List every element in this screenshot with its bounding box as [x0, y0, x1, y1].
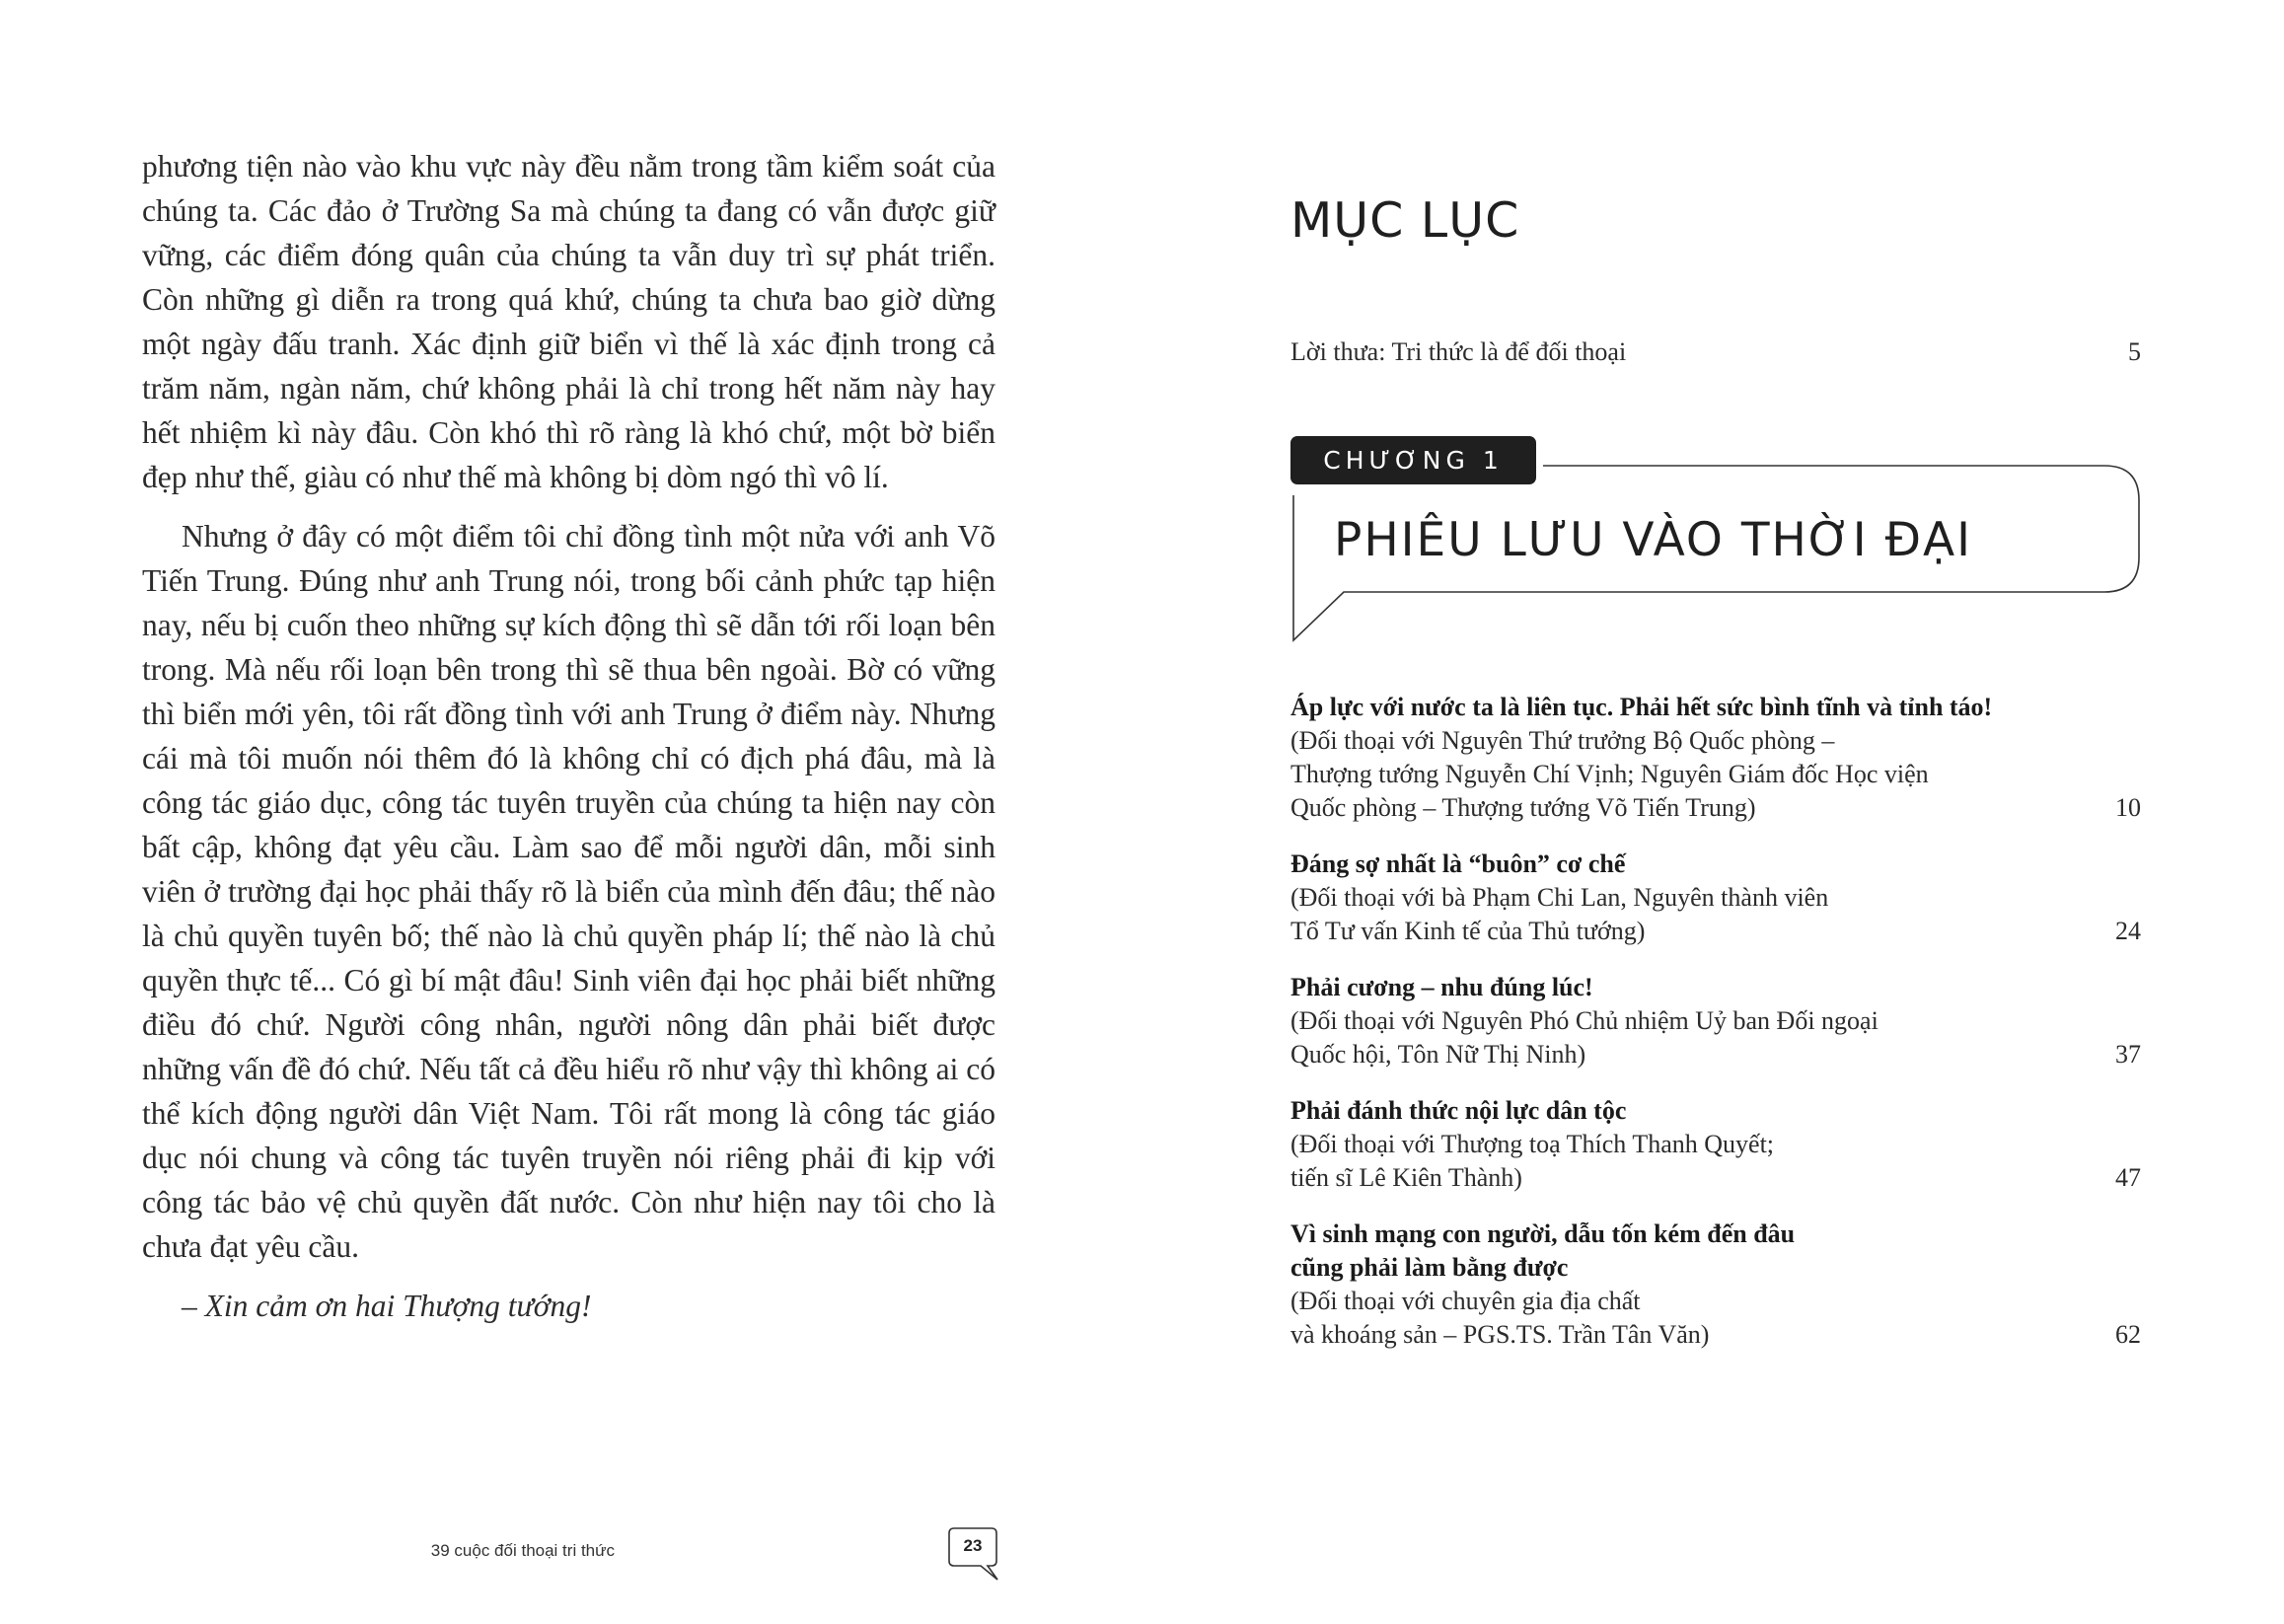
toc-entry-page: 10 [2115, 793, 2141, 822]
chapter-title: PHIÊU LƯU VÀO THỜI ĐẠI [1334, 513, 1973, 567]
toc-entry-description: Thượng tướng Nguyễn Chí Vịnh; Nguyên Giám đốc Học viện [1290, 760, 1929, 788]
toc-title: MỤC LỤC [1290, 192, 1520, 249]
toc-entry-description: (Đối thoại với Thượng toạ Thích Thanh Quyết; [1290, 1130, 1775, 1158]
book-title: 39 cuộc đối thoại tri thức [430, 1541, 615, 1560]
page-number: 23 [963, 1536, 983, 1555]
toc-entry-description: Quốc hội, Tôn Nữ Thị Ninh) [1290, 1040, 1586, 1069]
preface-page: 5 [2128, 337, 2141, 366]
toc-entry-description: và khoáng sản – PGS.TS. Trần Tân Văn) [1290, 1320, 1710, 1349]
toc-entry-page: 47 [2115, 1163, 2141, 1192]
toc-preface[interactable] [1290, 337, 2141, 367]
toc-entry-title: Vì sinh mạng con người, dẫu tốn kém đến đâu [1290, 1219, 1796, 1248]
toc-entry[interactable] [1290, 1094, 2141, 1195]
toc-entry-title: Áp lực với nước ta là liên tục. Phải hết sức bình tĩnh và tỉnh táo! [1290, 693, 1993, 721]
paragraph-1: phương tiện nào vào khu vực này đều nằm trong tầm kiểm soát của chúng ta. Các đảo ở Trường Sa mà chúng ta đang có vẫn được giữ vững, các điểm đóng quân của chúng ta vẫn duy trì sự phát triển. Còn những gì diễn ra trong quá khứ, chúng ta chưa bao giờ dừng một ngày đấu tranh. Xác định giữ biển vì thế là xác định trong cả trăm năm, ngàn năm, chứ không phải là chỉ trong hết năm này hay hết nhiệm kì này đâu. Còn khó thì rõ ràng là khó chứ, một bờ biển đẹp như thế, giàu có như thế mà không bị dòm ngó thì vô lí. [142, 149, 995, 494]
toc-list [1290, 691, 2141, 1374]
body-text [142, 144, 995, 1343]
toc-entry-description: tiến sĩ Lê Kiên Thành) [1290, 1163, 1522, 1192]
page-number-badge [948, 1527, 997, 1571]
toc-entry-description: Tổ Tư vấn Kinh tế của Thủ tướng) [1290, 917, 1646, 945]
toc-entry[interactable] [1290, 971, 2141, 1071]
toc-entry-title: Phải đánh thức nội lực dân tộc [1290, 1096, 1627, 1125]
toc-entry-description: (Đối thoại với bà Phạm Chi Lan, Nguyên thành viên [1290, 883, 1829, 912]
toc-entry-title: Đáng sợ nhất là “buôn” cơ chế [1290, 849, 1626, 878]
toc-entry[interactable] [1290, 691, 2141, 825]
toc-entry[interactable] [1290, 848, 2141, 948]
closing-line: – Xin cảm ơn hai Thượng tướng! [182, 1289, 592, 1323]
toc-entry-page: 62 [2115, 1320, 2141, 1349]
toc-entry-description: Quốc phòng – Thượng tướng Võ Tiến Trung) [1290, 793, 1756, 822]
toc-entry-description: (Đối thoại với Nguyên Thứ trưởng Bộ Quốc phòng – [1290, 726, 1835, 755]
preface-title: Lời thưa: Tri thức là để đối thoại [1290, 337, 1627, 366]
toc-entry[interactable] [1290, 1218, 2141, 1352]
paragraph-2: Nhưng ở đây có một điểm tôi chỉ đồng tình một nửa với anh Võ Tiến Trung. Đúng như anh Trung nói, trong bối cảnh phức tạp hiện nay, nếu bị cuốn theo những sự kích động thì sẽ dẫn tới rối loạn bên trong. Mà nếu rối loạn bên trong thì sẽ thua bên ngoài. Bờ có vững thì biển mới yên, tôi rất đồng tình với anh Trung ở điểm này. Nhưng cái mà tôi muốn nói thêm đó là không chỉ có địch phá đâu, mà là công tác giáo dục, công tác tuyên truyền của chúng ta hiện nay còn bất cập, không đạt yêu cầu. Làm sao để mỗi người dân, mỗi sinh viên ở trường đại học phải thấy rõ là biển của mình đến đâu; thế nào là chủ quyền tuyên bố; thế nào là chủ quyền pháp lí; thế nào là chủ quyền thực tế... Có gì bí mật đâu! Sinh viên đại học phải biết những điều đó chứ. Người công nhân, người nông dân phải biết được những vấn đề đó chứ. Nếu tất cả đều hiểu rõ như vậy thì không ai có thể kích động người dân Việt Nam. Tôi rất mong là công tác giáo dục nói chung và công tác tuyên truyền nói riêng phải đi kịp với công tác bảo vệ chủ quyền đất nước. Còn như hiện nay tôi cho là chưa đạt yêu cầu. [142, 519, 995, 1264]
chapter-heading[interactable] [1290, 436, 2149, 643]
toc-entry-title: cũng phải làm bằng được [1290, 1253, 1569, 1282]
toc-entry-page: 24 [2115, 917, 2141, 945]
toc-entry-description: (Đối thoại với Nguyên Phó Chủ nhiệm Uỷ ban Đối ngoại [1290, 1006, 1879, 1035]
toc-entry-title: Phải cương – nhu đúng lúc! [1290, 973, 1593, 1001]
toc-entry-page: 37 [2115, 1040, 2141, 1069]
toc-entry-description: (Đối thoại với chuyên gia địa chất [1290, 1287, 1641, 1315]
chapter-label: CHƯƠNG 1 [1290, 436, 1536, 484]
